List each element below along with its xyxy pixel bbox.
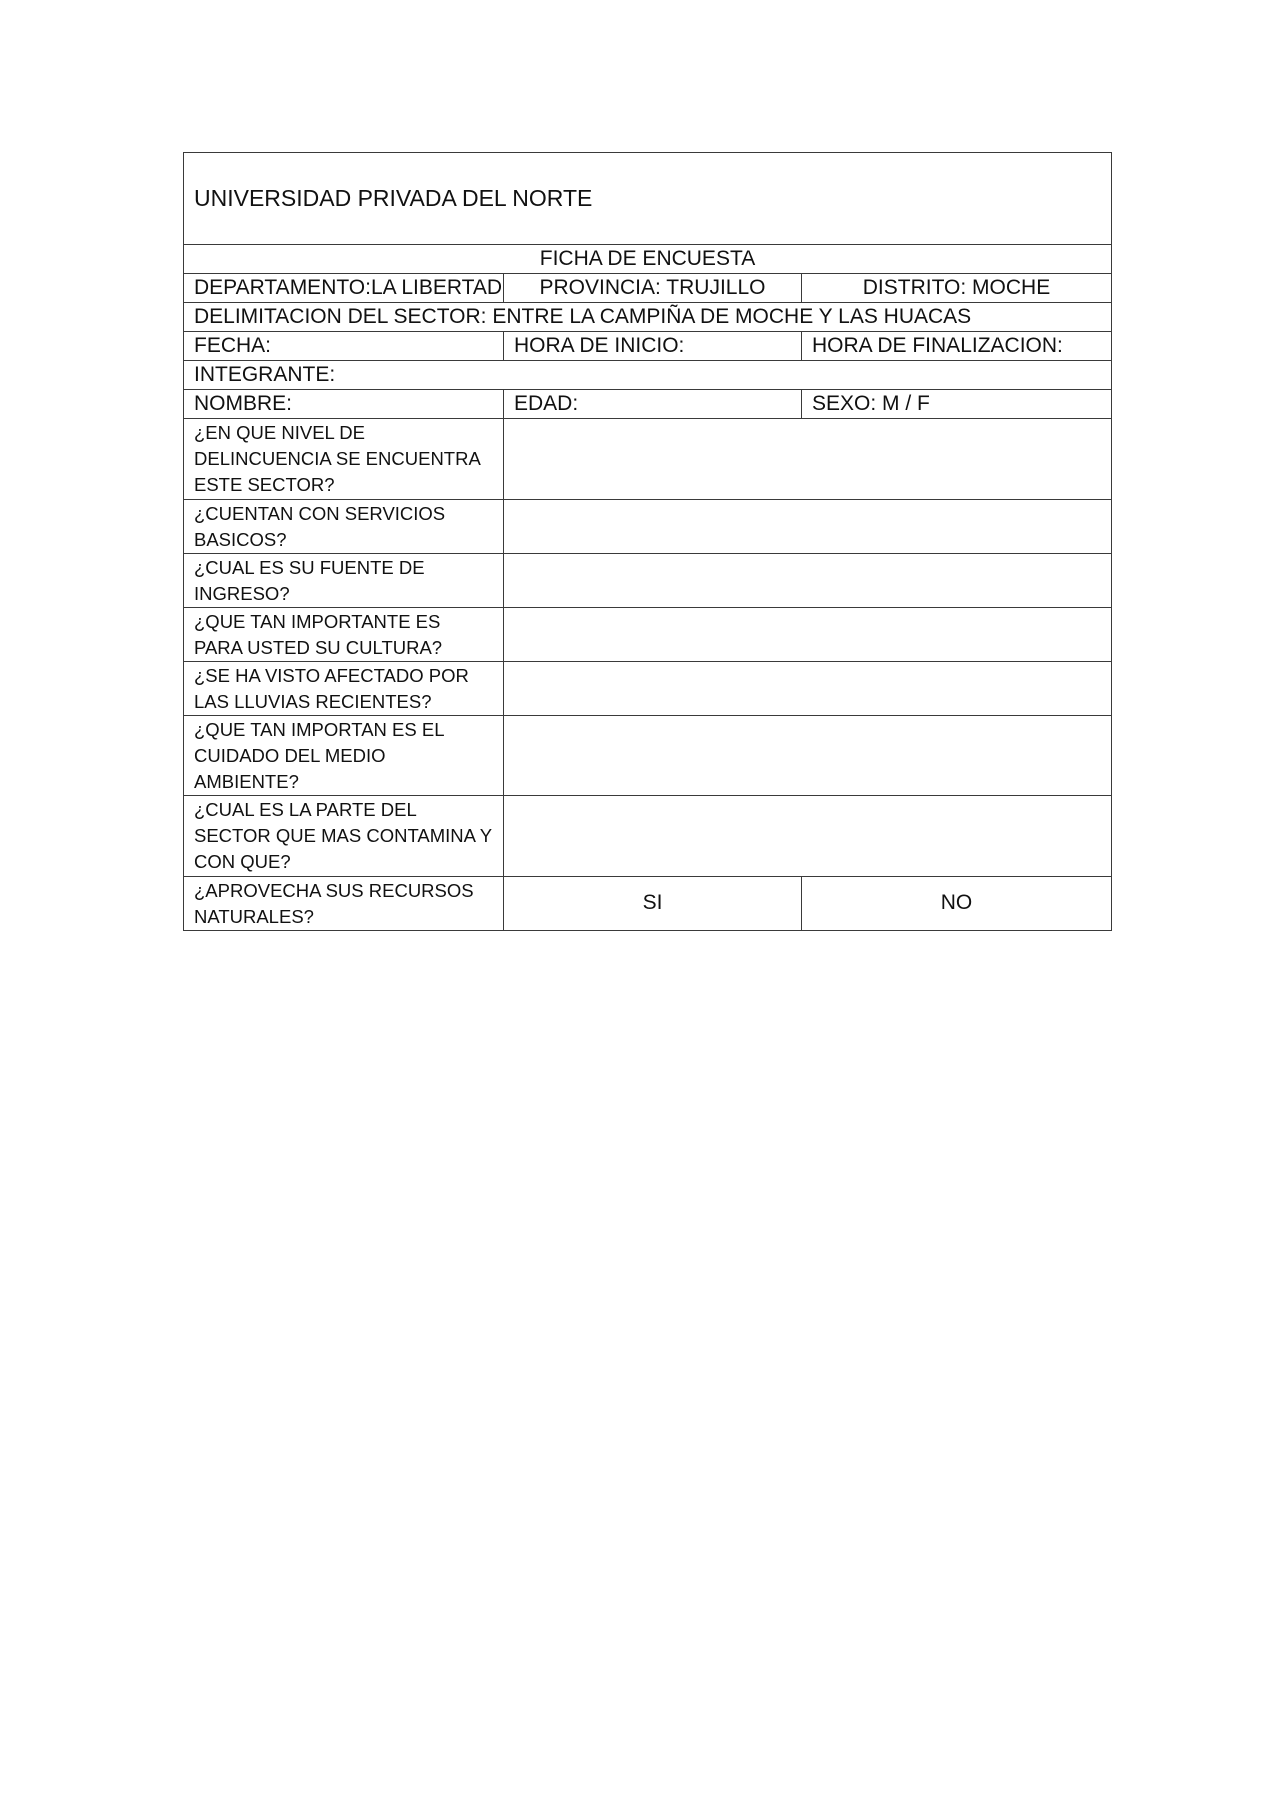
- member-row: [184, 361, 1112, 390]
- question-row: [184, 608, 1112, 662]
- answer-cell[interactable]: [504, 662, 1112, 716]
- district-field: DISTRITO: MOCHE: [802, 274, 1112, 303]
- answer-cell[interactable]: [504, 716, 1112, 796]
- question-label: ¿CUAL ES LA PARTE DEL SECTOR QUE MAS CONTAMINA Y CON QUE?: [184, 796, 504, 877]
- question-row: [184, 554, 1112, 608]
- sector-delimitation: DELIMITACION DEL SECTOR: ENTRE LA CAMPIÑA DE MOCHE Y LAS HUACAS: [184, 303, 1112, 332]
- question-label: ¿SE HA VISTO AFECTADO POR LAS LLUVIAS RECIENTES?: [184, 662, 504, 716]
- sector-row: [184, 303, 1112, 332]
- question-row: [184, 500, 1112, 554]
- answer-cell[interactable]: [504, 500, 1112, 554]
- university-name: UNIVERSIDAD PRIVADA DEL NORTE: [184, 153, 1112, 245]
- question-label: ¿QUE TAN IMPORTANTE ES PARA USTED SU CULTURA?: [184, 608, 504, 662]
- survey-form-table: [183, 152, 1112, 931]
- title-row: [184, 153, 1112, 245]
- department-field: DEPARTAMENTO:LA LIBERTAD: [184, 274, 504, 303]
- answer-cell[interactable]: [504, 796, 1112, 877]
- answer-cell[interactable]: [504, 608, 1112, 662]
- question-row: [184, 662, 1112, 716]
- answer-cell[interactable]: [504, 419, 1112, 500]
- question-label: ¿QUE TAN IMPORTAN ES EL CUIDADO DEL MEDIO AMBIENTE?: [184, 716, 504, 796]
- member-field[interactable]: INTEGRANTE:: [184, 361, 1112, 390]
- end-time-field[interactable]: HORA DE FINALIZACION:: [802, 332, 1112, 361]
- question-label: ¿CUENTAN CON SERVICIOS BASICOS?: [184, 500, 504, 554]
- yes-option[interactable]: SI: [504, 877, 802, 931]
- form-title: FICHA DE ENCUESTA: [184, 245, 1112, 274]
- time-row: [184, 332, 1112, 361]
- age-field[interactable]: EDAD:: [504, 390, 802, 419]
- name-field[interactable]: NOMBRE:: [184, 390, 504, 419]
- start-time-field[interactable]: HORA DE INICIO:: [504, 332, 802, 361]
- respondent-row: [184, 390, 1112, 419]
- form-title-row: [184, 245, 1112, 274]
- date-field[interactable]: FECHA:: [184, 332, 504, 361]
- natural-resources-row: [184, 877, 1112, 931]
- question-row: [184, 796, 1112, 877]
- question-label: ¿CUAL ES SU FUENTE DE INGRESO?: [184, 554, 504, 608]
- question-row: [184, 716, 1112, 796]
- province-field: PROVINCIA: TRUJILLO: [504, 274, 802, 303]
- question-row: [184, 419, 1112, 500]
- answer-cell[interactable]: [504, 554, 1112, 608]
- question-label: ¿APROVECHA SUS RECURSOS NATURALES?: [184, 877, 504, 931]
- no-option[interactable]: NO: [802, 877, 1112, 931]
- sex-field[interactable]: SEXO: M / F: [802, 390, 1112, 419]
- location-row: [184, 274, 1112, 303]
- question-label: ¿EN QUE NIVEL DE DELINCUENCIA SE ENCUENTRA ESTE SECTOR?: [184, 419, 504, 500]
